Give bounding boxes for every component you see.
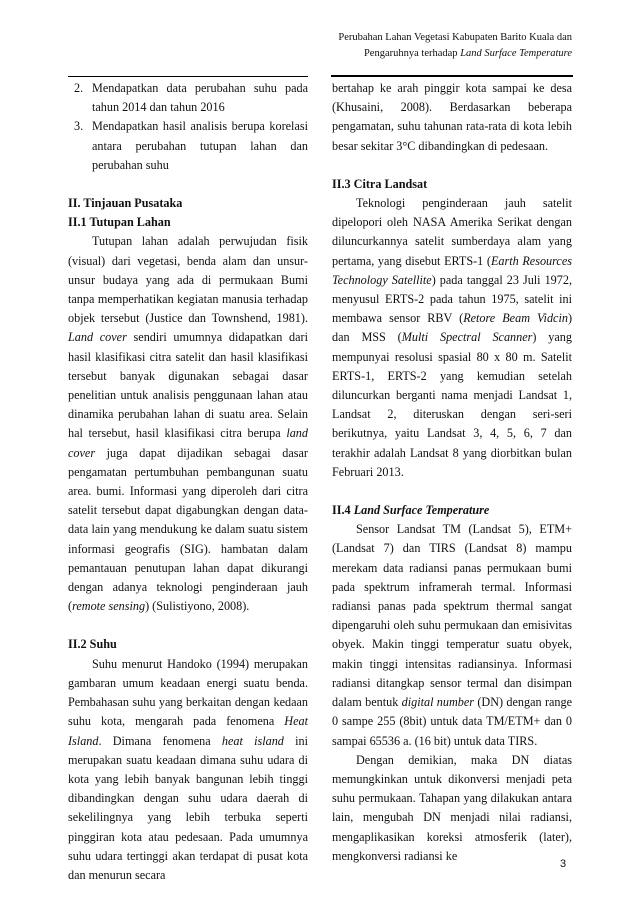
list-item [68,79,308,117]
right-column [332,79,572,866]
header-line-1: Perubahan Lahan Vegetasi Kabupaten Barito Kuala dan [338,32,572,43]
header-line-2-prefix: Pengaruhnya terhadap [363,48,461,59]
running-header [172,30,572,62]
paragraph-suhu: Suhu menurut Handoko (1994) merupakan gambaran umum keadaan energi suatu benda. Pembahasan suhu yang berkaitan dengan kedaan suhu kota, mengarah pada fenomena Heat Island. Dimana fenomena heat island ini merupakan suatu keadaan dimana suhu udara di kota yang lebih banyak bangunan lebih tinggi dibandingkan dengan suhu udara daerah di sekelilingnya yang lebih terbuka seperti pinggiran kota atau pedesaan. Pada umumnya suhu udara tertinggi akan terdapat di pusat kota dan menurun secara [68,656,308,882]
list-number: 2. [74,81,84,95]
list-text: Mendapatkan data perubahan suhu pada tahun 2014 dan tahun 2016 [92,81,308,115]
paragraph-citra-landsat: Teknologi penginderaan jauh satelit dipelopori oleh NASA Amerika Serikat dengan diluncurkannya satelit sumberdaya alam yang pertama, yang disebut ERTS-1 (Earth Resources Technology Satellite) pada tanggal 23 Juli 1972, menyusul ERTS-2 pada tahun 1975, satelit ini membawa sensor RBV (Retore Beam Vidcin) dan MSS (Multi Spectral Scanner) yang mempunyai resolusi spasial 80 x 80 m. Satelit ERTS-1, ERTS-2 yang kemudian setelah diluncurkan berganti nama menjadi Landsat 1, Landsat 2, diteruskan dengan seri-seri berikutnya, yaitu Landsat 3, 4, 5, 6, 7 dan terakhir adalah Landsat 8 yang diorbitkan bulan Februari 2013. [332,196,573,479]
header-line-2-italic: Land Surface Temperature [460,48,572,59]
section-heading-tinjauan: II. Tinjauan Pusataka [68,196,183,211]
list-item [68,117,308,175]
left-header-rule [68,76,308,77]
header-line-2 [172,46,572,62]
right-header-rule [331,75,573,77]
section-heading-tutupan-lahan: II.1 Tutupan Lahan [68,215,171,230]
left-column [68,79,308,885]
list-number: 3. [74,119,84,134]
section-heading-citra-landsat: II.3 Citra Landsat [332,176,428,191]
section-heading-suhu: II.2 Suhu [68,637,117,652]
paragraph-lst-2: Dengan demikian, maka DN diatas memungkinkan untuk dikonversi menjadi peta suhu permukaan. Tahapan yang dilakukan antara lain, mengubah DN menjadi nilai radiansi, mengaplikasikan koreksi atmosferik (later), mengkonversi radiansi ke [332,752,572,863]
paragraph-suhu-continued: bertahap ke arah pinggir kota sampai ke desa (Khusaini, 2008). Berdasarkan beberapa pengamatan, suhu tahunan rata-rata di kota lebih besar sekitar 3°C dibandingkan di pedesaan. [332,81,572,153]
paragraph-tutupan-lahan: Tutupan lahan adalah perwujudan fisik (visual) dari vegetasi, benda alam dan unsur-unsur budaya yang ada di permukaan Bumi tanpa memperhatikan kegiatan manusia terhadap objek tersebut (Justice dan Townshend, 1981). Land cover sendiri umumnya didapatkan dari hasil klasifikasi citra satelit dan hasil klasifikasi tersebut banyak digunakan sebagai dasar penelitian untuk analisis penggunaan lahan atau dinamika perubahan lahan di suatu area. Selain hal tersebut, hasil klasifikasi citra berupa land cover juga dapat dijadikan sebagai dasar pengamatan pertumbuhan pembangunan suatu area. bumi. Informasi yang diperoleh dari citra satelit tersebut dapat digabungkan dengan data-data lain yang mendukung ke dalam suatu sistem informasi geografis (SIG). hambatan dalam pemantauan penutupan lahan dapat dikurangi dengan adanya teknologi penginderaan jauh (remote sensing) (Sulistiyono, 2008). [68,234,309,614]
paragraph-lst-1: Sensor Landsat TM (Landsat 5), ETM+ (Landsat 7) dan TIRS (Landsat 8) mampu merekam data radiansi panas permukaan bumi pada spektrum inframerah termal. Informasi radiansi panas pada spektrum thermal sangat dipengaruhi oleh suhu permukaan dan emisivitas obyek. Makin tinggi temperatur suatu obyek, makin tinggi intensitas radiansinya. Informasi radiansi ditangkap sensor termal dan disimpan dalam bentuk digital number (DN) dengan range 0 sampe 255 (8bit) untuk data TM/ETM+ dan 0 sampai 65536 a. (16 bit) untuk data TIRS. [332,522,573,748]
page-number: 3 [560,858,567,870]
list-text: Mendapatkan hasil analisis berupa korelasi antara perubahan tutupan lahan dan perubahan suhu [92,119,308,172]
section-heading-lst: II.4 Land Surface Temperature [332,503,490,518]
